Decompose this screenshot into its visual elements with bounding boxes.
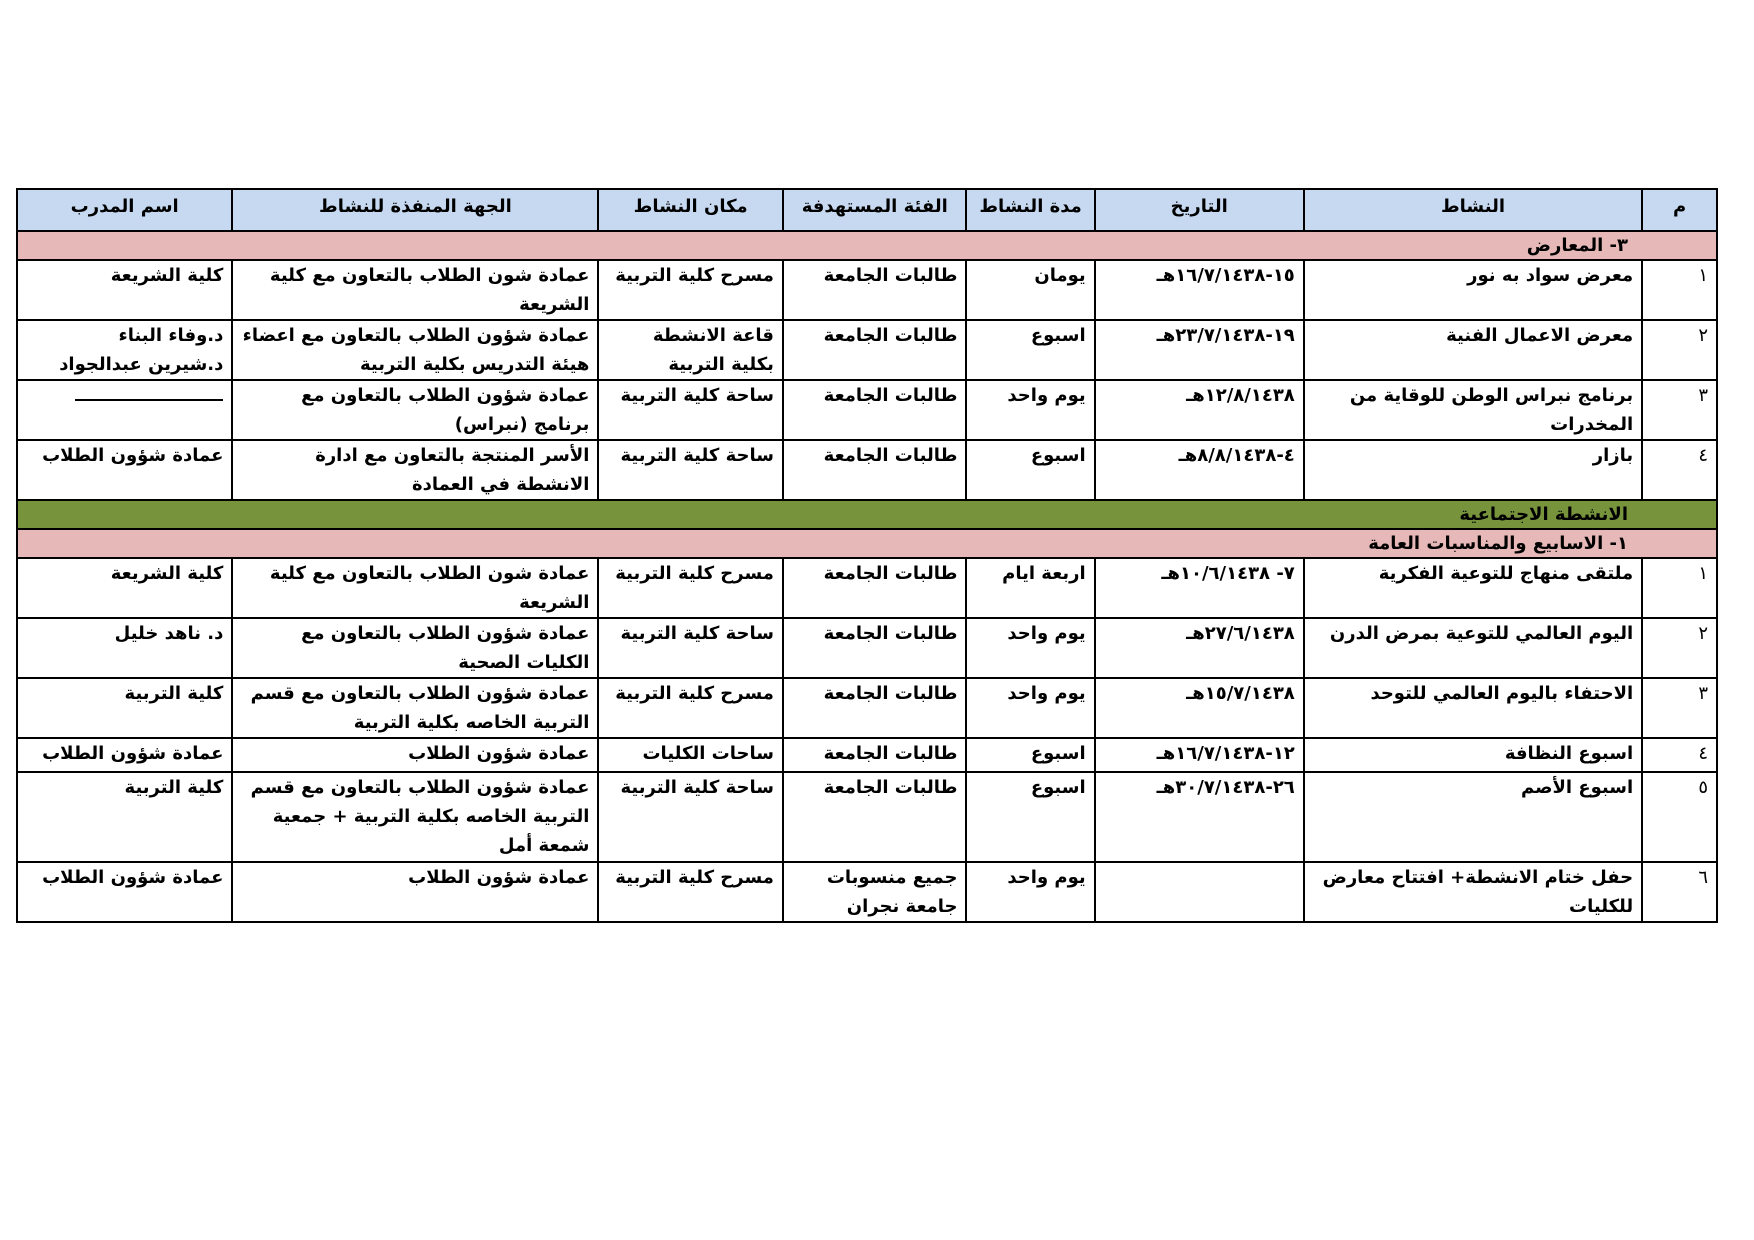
target-cell: طالبات الجامعة (783, 618, 967, 678)
place-cell: ساحة كلية التربية (598, 772, 783, 862)
executor-cell: عمادة شؤون الطلاب بالتعاون مع قسم التربية الخاصه بكلية التربية (232, 678, 598, 738)
trainer-cell: عمادة شؤون الطلاب (17, 862, 232, 922)
trainer-cell: كلية الشريعة (17, 260, 232, 320)
row-number: ٣ (1642, 678, 1717, 738)
place-cell: مسرح كلية التربية (598, 260, 783, 320)
date-cell: ١٢-١٦/٧/١٤٣٨هـ (1095, 738, 1304, 772)
target-cell: طالبات الجامعة (783, 260, 967, 320)
duration-cell: اسبوع (966, 738, 1094, 772)
executor-cell: عمادة شؤون الطلاب بالتعاون مع الكليات الصحية (232, 618, 598, 678)
activity-cell: اليوم العالمي للتوعية بمرض الدرن (1304, 618, 1642, 678)
header-executor: الجهة المنفذة للنشاط (232, 189, 598, 231)
place-cell: مسرح كلية التربية (598, 862, 783, 922)
trainer-cell: عمادة شؤون الطلاب (17, 738, 232, 772)
date-cell: ١٥-١٦/٧/١٤٣٨هـ (1095, 260, 1304, 320)
section-title: ٣- المعارض (17, 231, 1717, 260)
duration-cell: اسبوع (966, 320, 1094, 380)
activity-cell: ملتقى منهاج للتوعية الفكرية (1304, 558, 1642, 618)
row-number: ٤ (1642, 738, 1717, 772)
header-date: التاريخ (1095, 189, 1304, 231)
target-cell: طالبات الجامعة (783, 440, 967, 500)
activity-cell: معرض سواد به نور (1304, 260, 1642, 320)
row-number: ١ (1642, 558, 1717, 618)
activity-cell: اسبوع النظافة (1304, 738, 1642, 772)
table-row (17, 862, 1717, 922)
trainer-name: د.وفاء البناء (118, 325, 224, 346)
trainer-cell: عمادة شؤون الطلاب (17, 440, 232, 500)
place-cell: ساحة كلية التربية (598, 618, 783, 678)
executor-cell: عمادة شؤون الطلاب (232, 862, 598, 922)
date-cell (1095, 862, 1304, 922)
target-cell: طالبات الجامعة (783, 558, 967, 618)
duration-cell: يومان (966, 260, 1094, 320)
duration-cell: يوم واحد (966, 380, 1094, 440)
activity-cell: حفل ختام الانشطة+ افتتاح معارض للكليات (1304, 862, 1642, 922)
row-number: ٣ (1642, 380, 1717, 440)
executor-cell: عمادة شؤون الطلاب بالتعاون مع برنامج (نبراس) (232, 380, 598, 440)
duration-cell: يوم واحد (966, 862, 1094, 922)
activity-cell: معرض الاعمال الفنية (1304, 320, 1642, 380)
date-cell: ١٢/٨/١٤٣٨هـ (1095, 380, 1304, 440)
duration-cell: يوم واحد (966, 678, 1094, 738)
header-place: مكان النشاط (598, 189, 783, 231)
executor-cell: عمادة شون الطلاب بالتعاون مع كلية الشريعة (232, 558, 598, 618)
section-row-social (17, 500, 1717, 529)
activities-table (16, 188, 1718, 923)
duration-cell: اسبوع (966, 772, 1094, 862)
duration-cell: اسبوع (966, 440, 1094, 500)
executor-cell: عمادة شؤون الطلاب بالتعاون مع اعضاء هيئة التدريس بكلية التربية (232, 320, 598, 380)
date-cell: ٢٧/٦/١٤٣٨هـ (1095, 618, 1304, 678)
trainer-cell: كلية التربية (17, 678, 232, 738)
target-cell: جميع منسوبات جامعة نجران (783, 862, 967, 922)
table-row (17, 738, 1717, 772)
header-activity: النشاط (1304, 189, 1642, 231)
section-title: ١- الاسابيع والمناسبات العامة (17, 529, 1717, 558)
header-target: الفئة المستهدفة (783, 189, 967, 231)
activity-cell: الاحتفاء باليوم العالمي للتوحد (1304, 678, 1642, 738)
table-row (17, 558, 1717, 618)
header-m: م (1642, 189, 1717, 231)
executor-cell: عمادة شؤون الطلاب بالتعاون مع قسم التربية الخاصه بكلية التربية + جمعية شمعة أمل (232, 772, 598, 862)
place-cell: ساحة كلية التربية (598, 440, 783, 500)
table-row (17, 380, 1717, 440)
table-row (17, 678, 1717, 738)
executor-cell: عمادة شون الطلاب بالتعاون مع كلية الشريعة (232, 260, 598, 320)
row-number: ٢ (1642, 320, 1717, 380)
header-row (17, 189, 1717, 231)
activity-cell: برنامج نبراس الوطن للوقاية من المخدرات (1304, 380, 1642, 440)
target-cell: طالبات الجامعة (783, 380, 967, 440)
trainer-cell: د. ناهد خليل (17, 618, 232, 678)
header-duration: مدة النشاط (966, 189, 1094, 231)
executor-cell: الأسر المنتجة بالتعاون مع ادارة الانشطة في العمادة (232, 440, 598, 500)
row-number: ٥ (1642, 772, 1717, 862)
date-cell: ١٩-٢٣/٧/١٤٣٨هـ (1095, 320, 1304, 380)
date-cell: ٧- ١٠/٦/١٤٣٨هـ (1095, 558, 1304, 618)
date-cell: ٢٦-٣٠/٧/١٤٣٨هـ (1095, 772, 1304, 862)
place-cell: قاعة الانشطة بكلية التربية (598, 320, 783, 380)
table-row (17, 260, 1717, 320)
trainer-cell: كلية التربية (17, 772, 232, 862)
section-title: الانشطة الاجتماعية (17, 500, 1717, 529)
place-cell: ساحات الكليات (598, 738, 783, 772)
target-cell: طالبات الجامعة (783, 678, 967, 738)
place-cell: مسرح كلية التربية (598, 558, 783, 618)
activity-cell: بازار (1304, 440, 1642, 500)
table-row (17, 320, 1717, 380)
trainer-name: د.شيرين عبدالجواد (59, 354, 224, 375)
executor-cell: عمادة شؤون الطلاب (232, 738, 598, 772)
date-cell: ١٥/٧/١٤٣٨هـ (1095, 678, 1304, 738)
trainer-cell (17, 380, 232, 440)
place-cell: مسرح كلية التربية (598, 678, 783, 738)
row-number: ٤ (1642, 440, 1717, 500)
row-number: ٢ (1642, 618, 1717, 678)
target-cell: طالبات الجامعة (783, 320, 967, 380)
trainer-cell (17, 320, 232, 380)
place-cell: ساحة كلية التربية (598, 380, 783, 440)
trainer-cell: كلية الشريعة (17, 558, 232, 618)
duration-cell: يوم واحد (966, 618, 1094, 678)
section-row-weeks (17, 529, 1717, 558)
table-row (17, 772, 1717, 862)
activity-cell: اسبوع الأصم (1304, 772, 1642, 862)
table-row (17, 618, 1717, 678)
target-cell: طالبات الجامعة (783, 772, 967, 862)
target-cell: طالبات الجامعة (783, 738, 967, 772)
date-cell: ٤-٨/٨/١٤٣٨هـ (1095, 440, 1304, 500)
section-row-exhibitions (17, 231, 1717, 260)
blank-line (75, 399, 223, 401)
table-row (17, 440, 1717, 500)
header-trainer: اسم المدرب (17, 189, 232, 231)
row-number: ٦ (1642, 862, 1717, 922)
row-number: ١ (1642, 260, 1717, 320)
duration-cell: اربعة ايام (966, 558, 1094, 618)
